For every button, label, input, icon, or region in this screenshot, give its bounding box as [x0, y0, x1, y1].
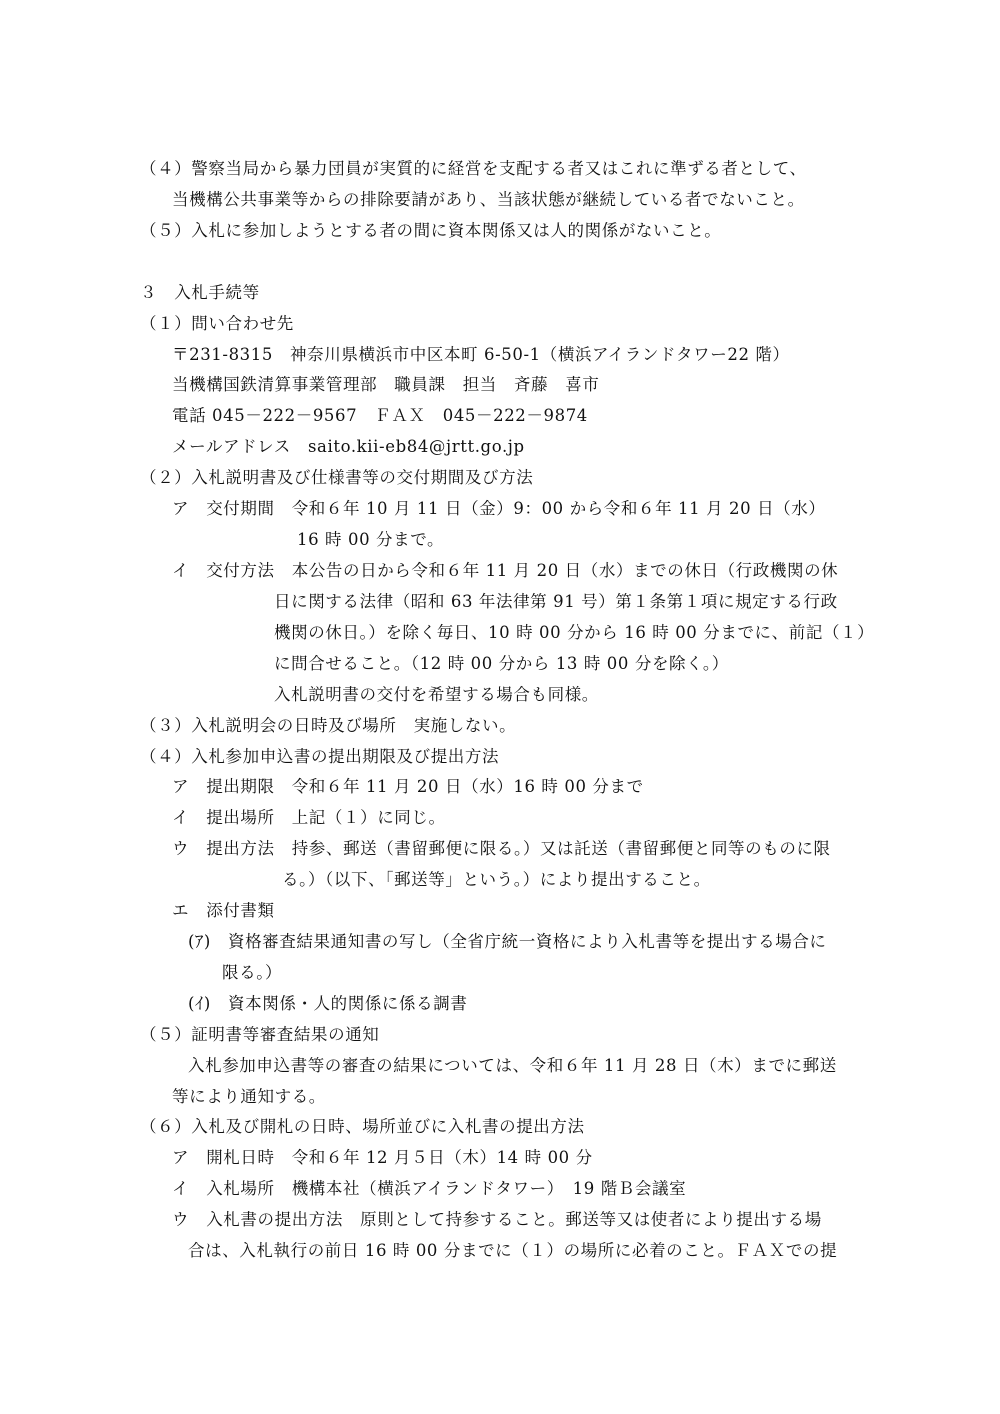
- text-line: イ 提出場所 上記（１）に同じ。: [172, 808, 446, 827]
- text-line: イ 入札場所 機構本社（横浜アイランドタワー） 19 階Ｂ会議室: [172, 1179, 687, 1198]
- email-line: メールアドレス saito.kii-eb84@jrtt.go.jp: [172, 437, 525, 456]
- text-line: ア 開札日時 令和６年 12 月５日（木）14 時 00 分: [172, 1148, 593, 1167]
- text-line: ウ 提出方法 持参、郵送（書留郵便に限る。）又は託送（書留郵便と同等のものに限: [172, 839, 831, 858]
- text-line: （４）警察当局から暴力団員が実質的に経営を支配する者又はこれに準ずる者として、: [140, 159, 807, 178]
- text-line: (ｲ) 資本関係・人的関係に係る調書: [188, 994, 468, 1013]
- subsection-heading: （５）証明書等審査結果の通知: [140, 1025, 380, 1044]
- subsection-heading: （６）入札及び開札の日時、場所並びに入札書の提出方法: [140, 1117, 585, 1136]
- text-line: 合は、入札執行の前日 16 時 00 分までに（１）の場所に必着のこと。ＦＡＸでの提: [188, 1241, 838, 1260]
- subsection-heading: （２）入札説明書及び仕様書等の交付期間及び方法: [140, 468, 534, 487]
- subsection-heading: （１）問い合わせ先: [140, 314, 294, 333]
- text-line: (ｱ) 資格審査結果通知書の写し（全省庁統一資格により入札書等を提出する場合に: [188, 932, 827, 951]
- text-line: 等により通知する。: [172, 1087, 326, 1106]
- section-heading: ３ 入札手続等: [140, 283, 260, 302]
- text-line: ウ 入札書の提出方法 原則として持参すること。郵送等又は使者により提出する場: [172, 1210, 822, 1229]
- text-line: エ 添付書類: [172, 901, 275, 920]
- text-line: 限る。）: [222, 963, 283, 982]
- text-line: ア 交付期間 令和６年 10 月 11 日（金）9：00 から令和６年 11 月 20 日（水）: [172, 499, 826, 518]
- text-line: 日に関する法律（昭和 63 年法律第 91 号）第１条第１項に規定する行政: [274, 592, 838, 611]
- text-line: イ 交付方法 本公告の日から令和６年 11 月 20 日（水）までの休日（行政機関の休: [172, 561, 839, 580]
- text-line: に問合せること。（12 時 00 分から 13 時 00 分を除く。）: [274, 654, 729, 673]
- contact-person-line: 当機構国鉄清算事業管理部 職員課 担当 斉藤 喜市: [172, 375, 600, 394]
- subsection-heading: （４）入札参加申込書の提出期限及び提出方法: [140, 747, 500, 766]
- subsection-heading: （３）入札説明会の日時及び場所 実施しない。: [140, 716, 517, 735]
- phone-fax-line: 電話 045－222－9567 ＦＡＸ 045－222－9874: [172, 406, 588, 425]
- text-line: 当機構公共事業等からの排除要請があり、当該状態が継続している者でないこと。: [172, 190, 805, 209]
- text-line: 入札参加申込書等の審査の結果については、令和６年 11 月 28 日（木）までに郵送: [188, 1056, 837, 1075]
- text-line: ア 提出期限 令和６年 11 月 20 日（水）16 時 00 分まで: [172, 777, 644, 796]
- text-line: 16 時 00 分まで。: [297, 530, 445, 549]
- text-line: 機関の休日。）を除く毎日、10 時 00 分から 16 時 00 分までに、前記（１）: [274, 623, 875, 642]
- text-line: 入札説明書の交付を希望する場合も同様。: [274, 685, 599, 704]
- text-line: る。）（以下、「郵送等」という。）により提出すること。: [282, 870, 711, 889]
- text-line: （５）入札に参加しようとする者の間に資本関係又は人的関係がないこと。: [140, 221, 722, 240]
- address-line: 〒231-8315 神奈川県横浜市中区本町 6-50-1（横浜アイランドタワー22 階）: [172, 345, 790, 364]
